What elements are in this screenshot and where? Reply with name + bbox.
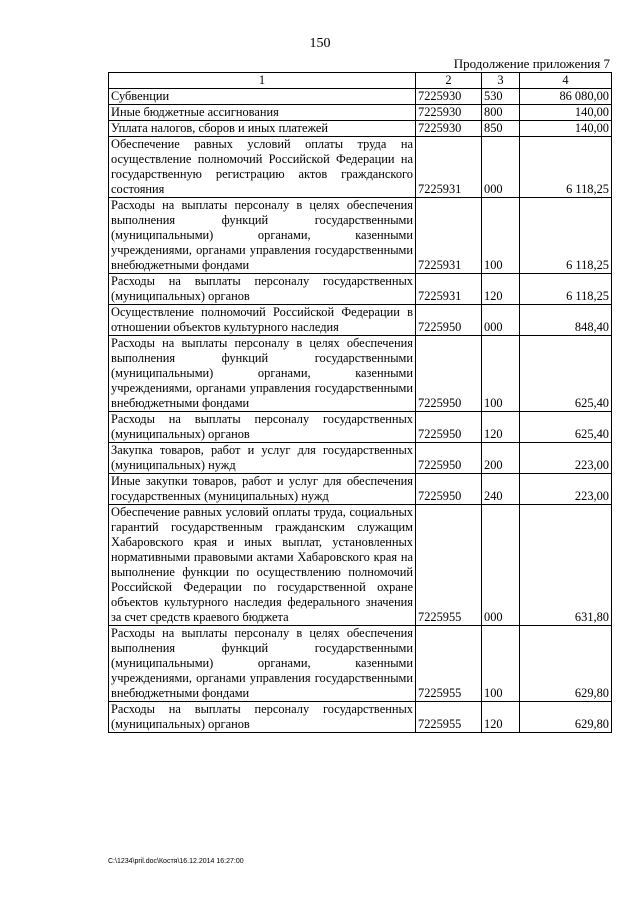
row-amount-cell: 848,40 <box>520 305 612 336</box>
table-row <box>109 336 612 412</box>
table-row <box>109 274 612 305</box>
row-name-cell: Осуществление полномочий Российской Федерации в отношении объектов культурного наследия <box>109 305 416 336</box>
table-row <box>109 702 612 733</box>
table-row <box>109 474 612 505</box>
row-type-cell: 000 <box>482 505 520 626</box>
row-amount-cell: 625,40 <box>520 336 612 412</box>
row-name-cell: Закупка товаров, работ и услуг для государственных (муниципальных) нужд <box>109 443 416 474</box>
row-name-cell: Иные бюджетные ассигнования <box>109 105 416 121</box>
row-type-cell: 120 <box>482 702 520 733</box>
row-type-cell: 100 <box>482 198 520 274</box>
table-row <box>109 305 612 336</box>
table-row <box>109 198 612 274</box>
row-code-cell: 7225930 <box>416 121 482 137</box>
row-type-cell: 100 <box>482 626 520 702</box>
row-type-cell: 800 <box>482 105 520 121</box>
row-code-cell: 7225931 <box>416 274 482 305</box>
row-code-cell: 7225931 <box>416 198 482 274</box>
row-amount-cell: 86 080,00 <box>520 89 612 105</box>
row-amount-cell: 6 118,25 <box>520 198 612 274</box>
row-code-cell: 7225950 <box>416 305 482 336</box>
row-amount-cell: 631,80 <box>520 505 612 626</box>
header-cell-3: 3 <box>482 73 520 89</box>
table-row <box>109 505 612 626</box>
row-code-cell: 7225955 <box>416 505 482 626</box>
row-type-cell: 000 <box>482 305 520 336</box>
row-code-cell: 7225955 <box>416 626 482 702</box>
row-code-cell: 7225930 <box>416 105 482 121</box>
row-name-cell: Уплата налогов, сборов и иных платежей <box>109 121 416 137</box>
table-row <box>109 121 612 137</box>
row-type-cell: 240 <box>482 474 520 505</box>
row-code-cell: 7225931 <box>416 137 482 198</box>
table-row <box>109 137 612 198</box>
row-code-cell: 7225950 <box>416 474 482 505</box>
row-code-cell: 7225955 <box>416 702 482 733</box>
row-code-cell: 7225950 <box>416 336 482 412</box>
header-cell-2: 2 <box>416 73 482 89</box>
row-code-cell: 7225950 <box>416 412 482 443</box>
row-amount-cell: 6 118,25 <box>520 274 612 305</box>
continuation-label: Продолжение приложения 7 <box>453 56 610 71</box>
row-name-cell: Расходы на выплаты персоналу в целях обеспечения выполнения функций государственными (муниципальными) органами, казенными учреждениями, органами управления государственными внебюджетными фондами <box>109 336 416 412</box>
row-type-cell: 200 <box>482 443 520 474</box>
row-amount-cell: 629,80 <box>520 626 612 702</box>
footer-path: C:\1234\pril.doc\Костя\16.12.2014 16:27:00 <box>108 858 244 865</box>
row-amount-cell: 140,00 <box>520 105 612 121</box>
row-amount-cell: 629,80 <box>520 702 612 733</box>
row-name-cell: Иные закупки товаров, работ и услуг для обеспечения государственных (муниципальных) нужд <box>109 474 416 505</box>
row-name-cell: Расходы на выплаты персоналу государственных (муниципальных) органов <box>109 412 416 443</box>
table-row <box>109 626 612 702</box>
table-header-row <box>109 73 612 89</box>
table-row <box>109 443 612 474</box>
row-name-cell: Расходы на выплаты персоналу в целях обеспечения выполнения функций государственными (муниципальными) органами, казенными учреждениями, органами управления государственными внебюджетными фондами <box>109 626 416 702</box>
table-row <box>109 89 612 105</box>
row-type-cell: 120 <box>482 274 520 305</box>
page-number: 150 <box>309 36 331 51</box>
row-amount-cell: 223,00 <box>520 443 612 474</box>
row-amount-cell: 6 118,25 <box>520 137 612 198</box>
row-name-cell: Расходы на выплаты персоналу государственных (муниципальных) органов <box>109 702 416 733</box>
row-type-cell: 000 <box>482 137 520 198</box>
row-type-cell: 120 <box>482 412 520 443</box>
row-amount-cell: 625,40 <box>520 412 612 443</box>
row-name-cell: Расходы на выплаты персоналу в целях обеспечения выполнения функций государственными (муниципальными) органами, казенными учреждениями, органами управления государственными внебюджетными фондами <box>109 198 416 274</box>
budget-table <box>108 72 612 733</box>
row-name-cell: Обеспечение равных условий оплаты труда на осуществление полномочий Российской Федерации на государственную регистрацию актов гражданского состояния <box>109 137 416 198</box>
row-amount-cell: 140,00 <box>520 121 612 137</box>
row-code-cell: 7225930 <box>416 89 482 105</box>
row-name-cell: Обеспечение равных условий оплаты труда, социальных гарантий государственным гражданским служащим Хабаровского края и иных выплат, установленных нормативными правовыми актами Хабаровского края на выполнение функции по осуществлению полномочий Российской Федерации по государственной охране объектов культурного наследия федерального значения за счет средств краевого бюджета <box>109 505 416 626</box>
table-row <box>109 412 612 443</box>
row-name-cell: Расходы на выплаты персоналу государственных (муниципальных) органов <box>109 274 416 305</box>
row-type-cell: 530 <box>482 89 520 105</box>
row-amount-cell: 223,00 <box>520 474 612 505</box>
row-type-cell: 850 <box>482 121 520 137</box>
header-cell-1: 1 <box>109 73 416 89</box>
header-cell-4: 4 <box>520 73 612 89</box>
table-row <box>109 105 612 121</box>
row-name-cell: Субвенции <box>109 89 416 105</box>
row-type-cell: 100 <box>482 336 520 412</box>
row-code-cell: 7225950 <box>416 443 482 474</box>
